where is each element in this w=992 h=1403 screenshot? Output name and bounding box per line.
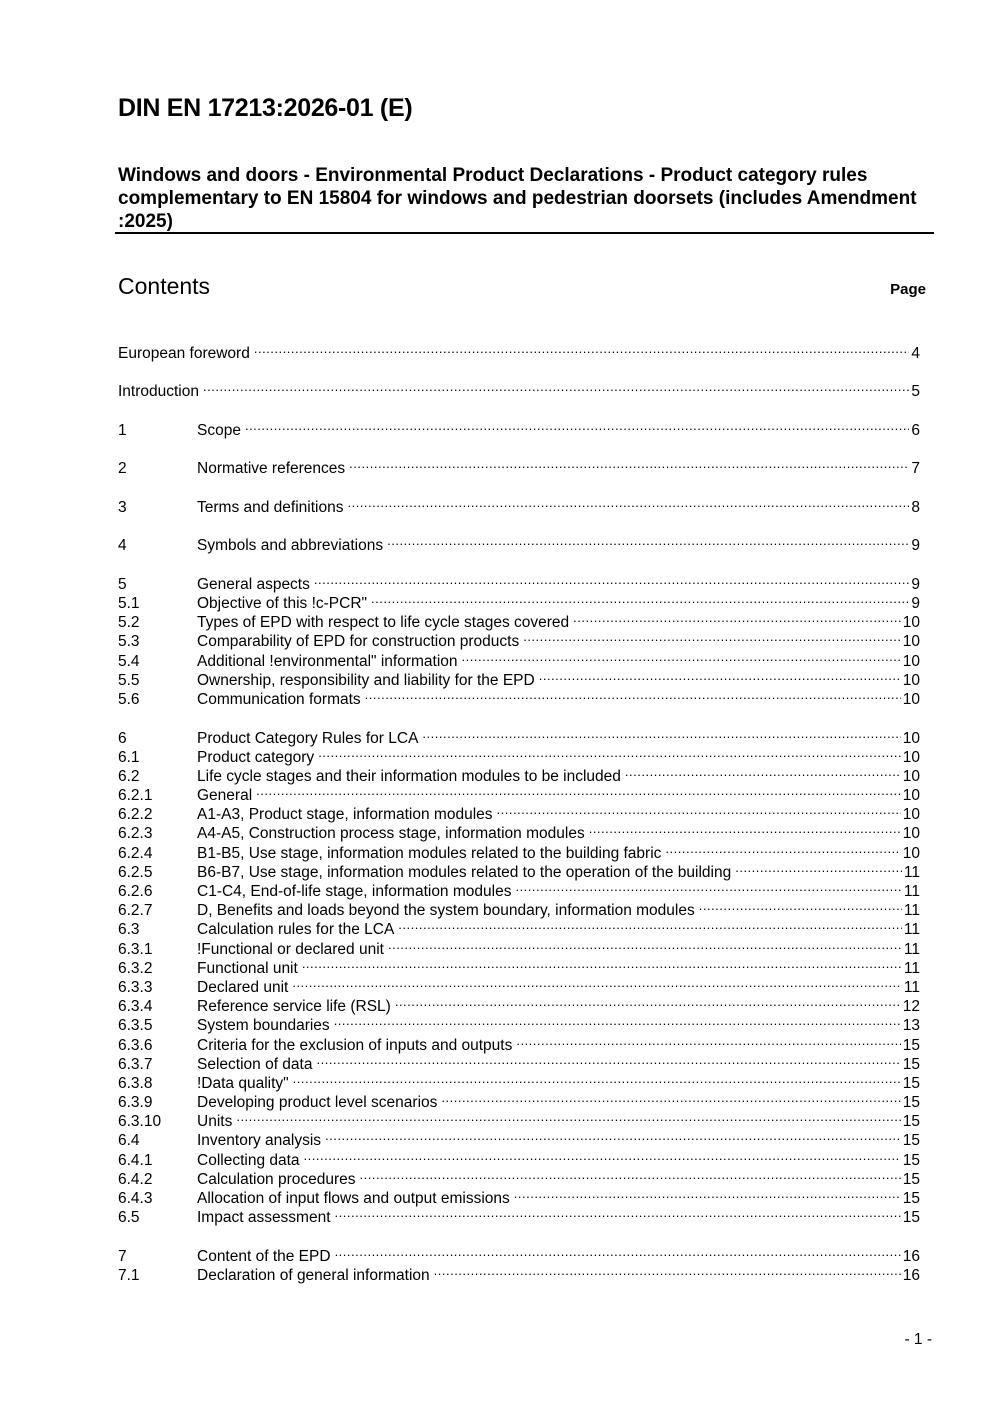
toc-entry-title: Selection of data: [197, 1055, 313, 1073]
toc-entry-title: General aspects: [197, 575, 310, 593]
toc-entry-title: A4-A5, Construction process stage, information modules: [197, 825, 585, 843]
toc-entry[interactable]: [118, 685, 920, 709]
toc-entry-title: Normative references: [197, 460, 346, 478]
toc-entry[interactable]: [118, 819, 920, 843]
toc-entry-number: 6.3.5: [118, 1017, 153, 1035]
toc-entry[interactable]: [118, 1203, 920, 1227]
toc-dot-leader: [334, 1011, 901, 1030]
toc-entry-number: 5.1: [118, 595, 140, 613]
toc-entry-number: 4: [118, 537, 127, 555]
table-of-contents: [118, 339, 920, 1284]
toc-dot-leader: [398, 915, 902, 934]
toc-entry-number: 5.4: [118, 652, 140, 670]
toc-dot-leader: [335, 1203, 901, 1222]
toc-entry-number: 6.3.10: [118, 1113, 162, 1131]
toc-entry-title: Types of EPD with respect to life cycle stages covered: [197, 614, 570, 632]
toc-entry-number: 6: [118, 729, 127, 747]
toc-entry-title: Introduction: [118, 383, 199, 401]
toc-entry-title: Symbols and abbreviations: [197, 537, 384, 555]
toc-entry-page: 16: [902, 1247, 920, 1265]
contents-heading: Contents: [118, 273, 211, 299]
toc-dot-leader: [349, 454, 909, 473]
toc-entry-title: D, Benefits and loads beyond the system boundary, information modules: [197, 902, 695, 920]
toc-entry-number: 2: [118, 460, 127, 478]
toc-entry-title: Developing product level scenarios: [197, 1094, 438, 1112]
toc-entry[interactable]: [118, 493, 920, 516]
toc-entry-page: 10: [902, 691, 920, 709]
toc-entry-page: 15: [902, 1209, 920, 1227]
toc-dot-leader: [422, 724, 900, 743]
toc-entry-title: Criteria for the exclusion of inputs and outputs: [197, 1036, 513, 1054]
toc-entry[interactable]: [118, 1126, 920, 1150]
toc-entry-page: 15: [902, 1132, 920, 1150]
toc-dot-leader: [254, 339, 910, 358]
toc-entry-title: Ownership, responsibility and liability for the EPD: [197, 671, 535, 689]
toc-entry-number: 6.4: [118, 1132, 140, 1150]
toc-entry[interactable]: [118, 1184, 920, 1208]
toc-entry[interactable]: [118, 1088, 920, 1112]
toc-entry-title: Life cycle stages and their information modules to be included: [197, 767, 621, 785]
toc-entry-page: 10: [902, 748, 920, 766]
toc-entry[interactable]: [118, 1050, 920, 1073]
toc-entry-number: 6.3.3: [118, 978, 153, 996]
toc-entry-page: 16: [902, 1266, 920, 1284]
toc-entry-number: 6.4.3: [118, 1190, 153, 1208]
toc-dot-leader: [314, 570, 910, 589]
toc-entry-number: 5.5: [118, 671, 140, 689]
toc-entry-number: 7.1: [118, 1266, 140, 1284]
toc-entry-number: 3: [118, 498, 127, 516]
toc-entry[interactable]: [118, 531, 920, 555]
toc-entry-title: !Data quality": [197, 1074, 289, 1092]
toc-dot-leader: [462, 647, 901, 666]
toc-entry[interactable]: [118, 647, 920, 670]
toc-entry-title: B6-B7, Use stage, information modules related to the operation of the building: [197, 863, 732, 881]
toc-dot-leader: [387, 531, 909, 550]
toc-entry[interactable]: [118, 743, 920, 766]
toc-entry-title: Functional unit: [197, 959, 298, 977]
toc-entry-page: 11: [903, 921, 920, 939]
toc-entry-page: 10: [902, 767, 920, 785]
toc-entry-page: 15: [902, 1190, 920, 1208]
toc-entry-title: Product Category Rules for LCA: [197, 729, 419, 747]
toc-entry-page: 12: [902, 998, 920, 1016]
toc-dot-leader: [292, 973, 902, 992]
toc-entry-title: Content of the EPD: [197, 1247, 331, 1265]
toc-entry-number: 6.1: [118, 748, 140, 766]
toc-dot-leader: [514, 1184, 901, 1203]
toc-entry-page: 10: [902, 787, 920, 805]
toc-entry-page: 9: [911, 537, 920, 555]
toc-entry-title: Comparability of EPD for construction products: [197, 633, 520, 651]
toc-entry[interactable]: [118, 839, 920, 862]
toc-entry[interactable]: [118, 896, 920, 920]
toc-entry-number: 5: [118, 575, 127, 593]
toc-entry[interactable]: [118, 339, 920, 362]
toc-entry-title: Inventory analysis: [197, 1132, 322, 1150]
toc-entry[interactable]: [118, 1165, 920, 1188]
toc-entry-page: 11: [903, 902, 920, 920]
toc-entry-number: 6.2.7: [118, 902, 153, 920]
toc-entry[interactable]: [118, 608, 920, 632]
toc-entry-title: B1-B5, Use stage, information modules related to the building fabric: [197, 844, 662, 862]
toc-dot-leader: [365, 685, 901, 704]
toc-entry[interactable]: [118, 973, 920, 996]
toc-dot-leader: [497, 800, 901, 819]
toc-entry-title: Product category: [197, 748, 315, 766]
toc-entry-title: Terms and definitions: [197, 498, 344, 516]
toc-entry[interactable]: [118, 915, 920, 939]
toc-dot-leader: [735, 858, 902, 877]
toc-entry[interactable]: [118, 570, 920, 593]
toc-entry-page: 5: [911, 383, 920, 401]
toc-entry-page: 10: [902, 614, 920, 632]
toc-dot-leader: [589, 819, 901, 838]
toc-dot-leader: [388, 935, 902, 954]
toc-entry-number: 6.3: [118, 921, 140, 939]
toc-entry-title: Allocation of input flows and output emissions: [197, 1190, 510, 1208]
toc-entry-page: 11: [903, 883, 920, 901]
toc-dot-leader: [236, 1107, 900, 1126]
toc-dot-leader: [395, 992, 901, 1011]
toc-entry[interactable]: [118, 454, 920, 478]
toc-entry-title: System boundaries: [197, 1017, 330, 1035]
toc-entry-number: 6.2.6: [118, 883, 153, 901]
toc-entry-title: A1-A3, Product stage, information modules: [197, 806, 493, 824]
page-column-label: Page: [890, 281, 926, 298]
toc-entry-number: 6.2.5: [118, 863, 153, 881]
toc-entry-title: General: [197, 787, 253, 805]
toc-dot-leader: [539, 666, 901, 685]
toc-entry-page: 11: [903, 940, 920, 958]
toc-entry-number: 6.2.1: [118, 787, 153, 805]
toc-dot-leader: [573, 608, 901, 627]
toc-entry[interactable]: [118, 666, 920, 689]
toc-dot-leader: [302, 954, 902, 973]
title-divider: [115, 232, 934, 234]
toc-dot-leader: [335, 1242, 901, 1261]
toc-dot-leader: [203, 377, 909, 396]
toc-entry-title: Calculation procedures: [197, 1170, 356, 1188]
toc-entry-number: 6.4.1: [118, 1151, 153, 1169]
toc-entry-page: 9: [911, 575, 920, 593]
toc-entry-page: 10: [902, 825, 920, 843]
toc-entry[interactable]: [118, 992, 920, 1016]
toc-entry-number: 6.3.6: [118, 1036, 153, 1054]
toc-entry-title: Communication formats: [197, 691, 361, 709]
toc-dot-leader: [293, 1069, 901, 1088]
toc-entry-number: 6.3.8: [118, 1074, 153, 1092]
toc-dot-leader: [245, 416, 909, 435]
toc-entry-title: Reference service life (RSL): [197, 998, 391, 1016]
toc-entry-number: 6.2.4: [118, 844, 153, 862]
toc-entry[interactable]: [118, 1107, 920, 1131]
toc-entry[interactable]: [118, 724, 920, 747]
toc-entry-page: 7: [911, 460, 920, 478]
toc-entry[interactable]: [118, 1011, 920, 1035]
toc-entry[interactable]: [118, 858, 920, 881]
toc-entry-number: 5.3: [118, 633, 140, 651]
toc-entry-title: Objective of this !c-PCR": [197, 595, 368, 613]
toc-dot-leader: [699, 896, 902, 915]
toc-entry-number: 1: [118, 421, 127, 439]
toc-entry-page: 9: [911, 595, 920, 613]
toc-entry-page: 15: [902, 1151, 920, 1169]
toc-entry[interactable]: [118, 800, 920, 824]
toc-entry-number: 7: [118, 1247, 127, 1265]
toc-entry-page: 10: [902, 844, 920, 862]
toc-dot-leader: [304, 1146, 901, 1165]
toc-entry-page: 10: [902, 671, 920, 689]
toc-entry-page: 15: [902, 1170, 920, 1188]
toc-entry-title: C1-C4, End-of-life stage, information modules: [197, 883, 512, 901]
toc-entry[interactable]: [118, 1242, 920, 1265]
toc-dot-leader: [515, 877, 901, 896]
toc-dot-leader: [316, 1050, 900, 1069]
toc-entry-page: 6: [911, 421, 920, 439]
toc-entry[interactable]: [118, 954, 920, 977]
toc-entry[interactable]: [118, 1031, 920, 1054]
toc-entry-title: Units: [197, 1113, 233, 1131]
toc-entry-number: 6.3.7: [118, 1055, 153, 1073]
toc-entry-page: 13: [902, 1017, 920, 1035]
toc-entry-page: 11: [903, 959, 920, 977]
toc-entry-number: 6.4.2: [118, 1170, 153, 1188]
toc-entry-number: 6.3.9: [118, 1094, 153, 1112]
toc-dot-leader: [625, 762, 901, 781]
toc-entry[interactable]: [118, 781, 920, 805]
toc-entry-page: 11: [903, 978, 920, 996]
toc-entry-page: 8: [911, 498, 920, 516]
toc-dot-leader: [434, 1261, 901, 1280]
toc-entry[interactable]: [118, 935, 920, 958]
toc-entry-number: 6.5: [118, 1209, 140, 1227]
page-number: - 1 -: [904, 1331, 932, 1348]
toc-dot-leader: [347, 493, 909, 512]
toc-entry-title: Additional !environmental" information: [197, 652, 458, 670]
toc-entry[interactable]: [118, 877, 920, 901]
toc-entry-number: 6.3.4: [118, 998, 153, 1016]
document-title: Windows and doors - Environmental Product Declarations - Product category rules complementary to EN 15804 for windows and pedestrian doorsets (includes Amendment :2025): [118, 165, 917, 232]
toc-entry-title: !Functional or declared unit: [197, 940, 384, 958]
toc-entry-number: 5.2: [118, 614, 140, 632]
toc-entry-number: 6.2.3: [118, 825, 153, 843]
toc-entry-title: Collecting data: [197, 1151, 300, 1169]
toc-dot-leader: [325, 1126, 901, 1145]
toc-entry-page: 4: [911, 345, 920, 362]
toc-entry-page: 15: [902, 1055, 920, 1073]
toc-entry-number: 6.3.2: [118, 959, 153, 977]
toc-dot-leader: [523, 627, 901, 646]
toc-entry-title: Declared unit: [197, 978, 289, 996]
toc-entry-number: 5.6: [118, 691, 140, 709]
toc-entry-title: Calculation rules for the LCA: [197, 921, 395, 939]
toc-dot-leader: [256, 781, 901, 800]
toc-dot-leader: [371, 589, 909, 608]
toc-entry-number: 6.3.1: [118, 940, 153, 958]
toc-dot-leader: [360, 1165, 901, 1184]
toc-dot-leader: [441, 1088, 900, 1107]
toc-entry[interactable]: [118, 762, 920, 785]
toc-entry-title: Impact assessment: [197, 1209, 331, 1227]
toc-entry-number: 6.2: [118, 767, 140, 785]
toc-entry-title: Scope: [197, 421, 241, 439]
toc-dot-leader: [516, 1031, 900, 1050]
toc-entry-page: 10: [902, 729, 920, 747]
toc-entry[interactable]: [118, 1261, 920, 1284]
toc-entry-page: 11: [903, 863, 920, 881]
toc-entry-title: European foreword: [118, 345, 250, 362]
toc-entry[interactable]: [118, 416, 920, 439]
toc-entry-number: 6.2.2: [118, 806, 153, 824]
toc-entry-page: 15: [902, 1036, 920, 1054]
toc-entry-page: 10: [902, 652, 920, 670]
toc-entry-page: 15: [902, 1094, 920, 1112]
toc-entry[interactable]: [118, 627, 920, 651]
toc-entry-page: 15: [902, 1074, 920, 1092]
toc-entry-page: 10: [902, 633, 920, 651]
toc-entry[interactable]: [118, 1069, 920, 1092]
toc-entry-page: 10: [902, 806, 920, 824]
toc-dot-leader: [318, 743, 901, 762]
toc-dot-leader: [665, 839, 900, 858]
toc-entry-title: Declaration of general information: [197, 1266, 430, 1284]
toc-entry[interactable]: [118, 377, 920, 401]
document-id: DIN EN 17213:2026-01 (E): [118, 94, 413, 122]
toc-entry[interactable]: [118, 589, 920, 613]
toc-entry-page: 15: [902, 1113, 920, 1131]
toc-entry[interactable]: [118, 1146, 920, 1169]
